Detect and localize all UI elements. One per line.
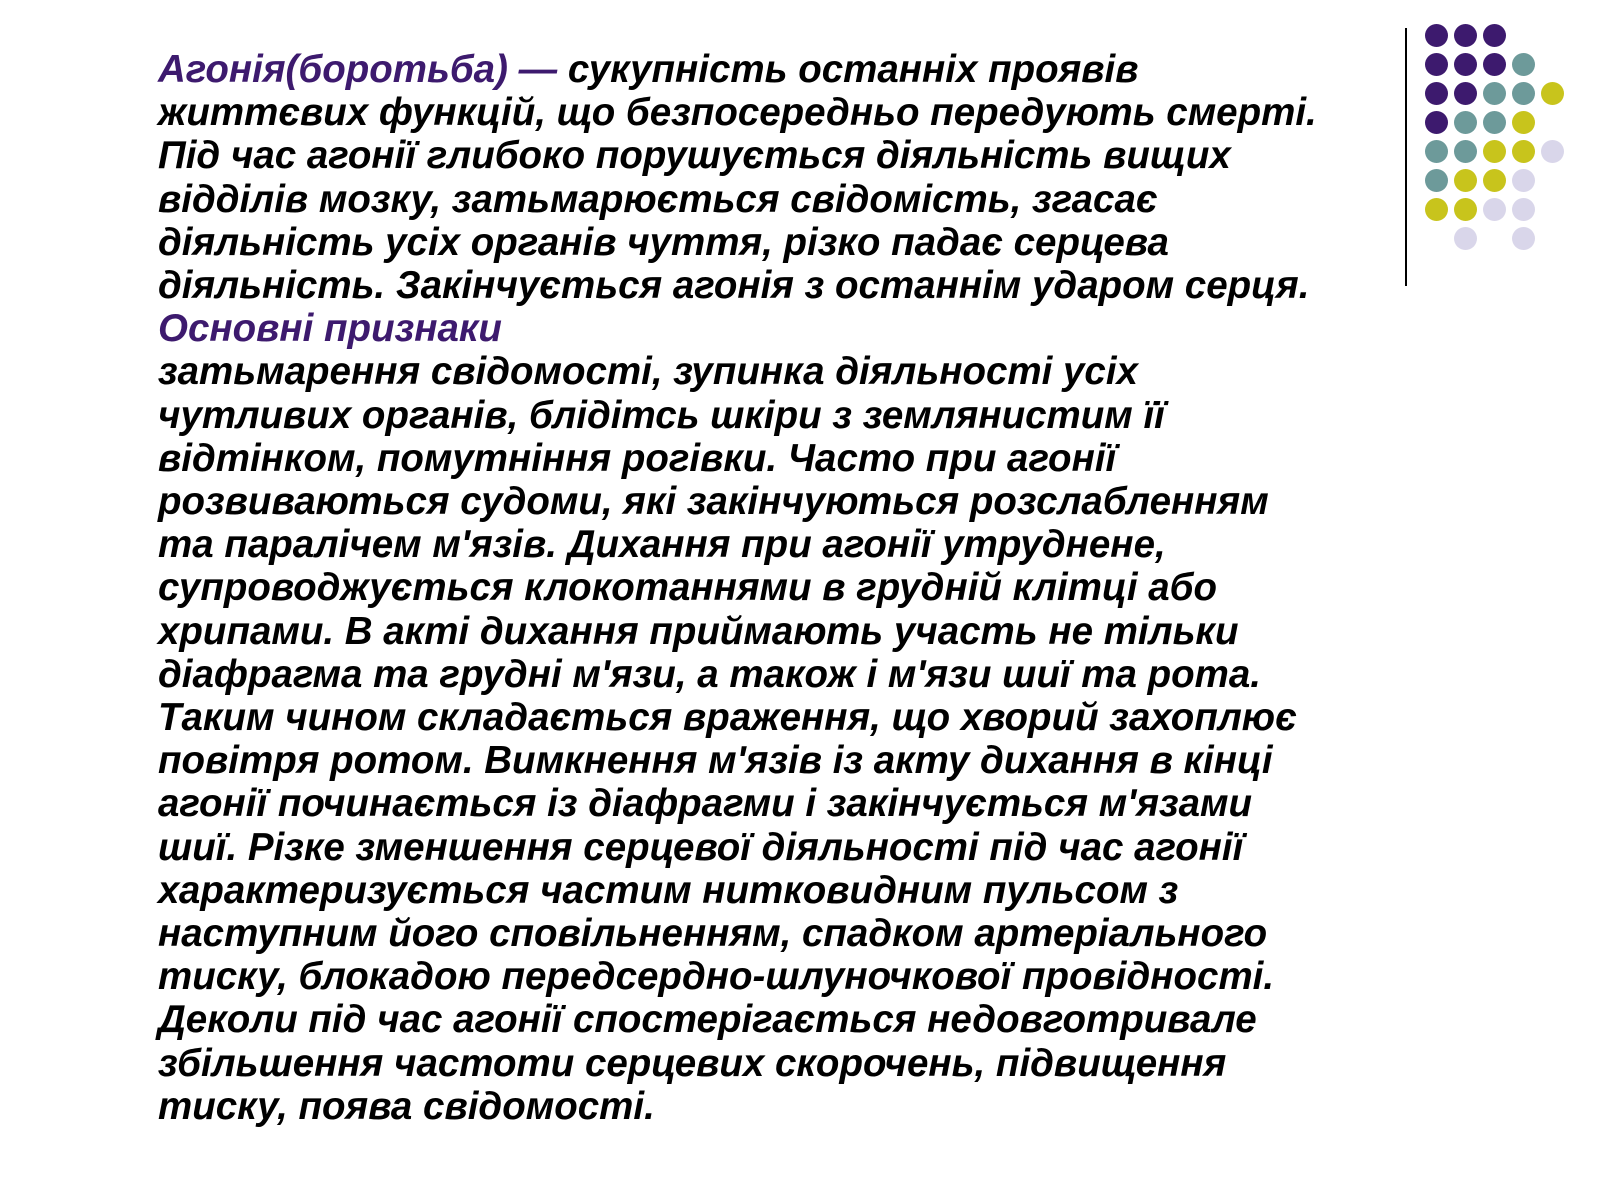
term: Агонія(боротьба) xyxy=(158,48,508,91)
body-line: Таким чином складається враження, що хворий захоплює xyxy=(158,696,1297,740)
body-line: Деколи під час агонії спостерігається недовготривале xyxy=(158,998,1257,1042)
body-line: агонії починається із діафрагми і закінчується м'язами xyxy=(158,782,1253,826)
slide-text xyxy=(158,48,1508,1128)
body-line: тиску, поява свідомості. xyxy=(158,1084,655,1128)
definition-line: сукупність останніх проявів xyxy=(567,48,1139,91)
body-line: затьмарення свідомості, зупинка діяльності усіх xyxy=(158,350,1138,394)
definition-line: відділів мозку, затьмарюється свідомість, згасає xyxy=(158,177,1158,221)
body-line: відтінком, помутніння рогівки. Часто при агонії xyxy=(158,436,1117,480)
decoration-dot xyxy=(1425,24,1448,47)
body-line: діафрагма та грудні м'язи, а також і м'язи шиї та рота. xyxy=(158,652,1261,696)
decoration-dot xyxy=(1541,140,1564,163)
decoration-dot xyxy=(1541,82,1564,105)
term-dash: — xyxy=(507,48,568,91)
body-line: наступним його сповільненням, спадком артеріального xyxy=(158,912,1268,956)
body-line: розвиваються судоми, які закінчуються розслабленням xyxy=(158,480,1269,524)
decoration-dot xyxy=(1512,111,1535,134)
body-line: шиї. Різке зменшення серцевої діяльності під час агонії xyxy=(158,825,1244,869)
decoration-dot xyxy=(1483,24,1506,47)
body-line: хрипами. В акті дихання приймають участь не тільки xyxy=(158,609,1239,653)
body-line: характеризується частим нитковидним пульсом з xyxy=(158,868,1179,912)
decoration-dot xyxy=(1512,198,1535,221)
decoration-dot xyxy=(1512,227,1535,250)
definition-line: Під час агонії глибоко порушується діяльність вищих xyxy=(158,134,1231,178)
decoration-dot xyxy=(1454,24,1477,47)
definition-first-line xyxy=(158,48,1508,91)
body-line: супроводжується клокотаннями в грудній клітці або xyxy=(158,566,1218,610)
definition-line: діяльність. Закінчується агонія з останнім ударом серця. xyxy=(158,264,1310,308)
definition-line: діяльність усіх органів чуття, різко падає серцева xyxy=(158,220,1169,264)
decoration-dot xyxy=(1512,53,1535,76)
definition-line: життєвих функцій, що безпосередньо передують смерті. xyxy=(158,91,1317,135)
body-line: повітря ротом. Вимкнення м'язів із акту дихання в кінці xyxy=(158,739,1273,783)
section-heading: Основні признаки xyxy=(158,307,502,351)
decoration-dot xyxy=(1512,140,1535,163)
body-line: збільшення частоти серцевих скорочень, підвищення xyxy=(158,1041,1227,1085)
body-line: чутливих органів, блідітсь шкіри з землянистим її xyxy=(158,393,1165,437)
body-line: тиску, блокадою передсердно-шлуночкової провідності. xyxy=(158,955,1275,999)
decoration-dot xyxy=(1512,169,1535,192)
body-line: та паралічем м'язів. Дихання при агонії утруднене, xyxy=(158,523,1166,567)
decoration-dot xyxy=(1512,82,1535,105)
